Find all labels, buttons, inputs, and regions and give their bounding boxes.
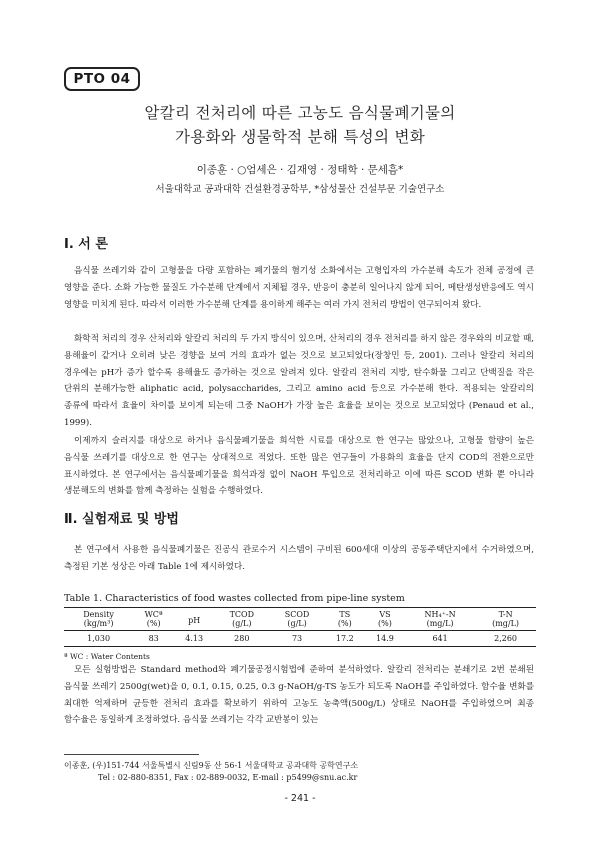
cell-wc: 83 [133,631,174,647]
unit-vs: (%) [365,619,405,631]
intro-paragraph-1: 음식물 쓰레기와 같이 고형물을 다량 포함하는 폐기물의 혐기성 소화에서는 고형입자의 가수분해 속도가 전체 공정에 큰 영향을 준다. 소화 가능한 물질도 가수분해 단계에서 지체될 경우, 반응이 충분히 일어나지 않게 되어, 메탄생성반응에도 역시 영향을 미치게 된다. 따라서 이러한 가수분해 단계를 용이하게 해주는 여러 가지 전처리 방법이 연구되어져 왔다. [64,266,534,310]
methods-paragraph-2: 모든 실험방법은 Standard method와 폐기물공정시험법에 준하여 분석하였다. 알칼리 전처리는 분쇄기로 2번 분쇄된 음식물 쓰레기 2500g(wet)을 0, 0.1, 0.15, 0.25, 0.3 g-NaOH/g-TS 농도가 되도록 NaOH를 주입하였다. 함수율 변화를 최대한 억제하며 균등한 전처리 효과를 확보하기 위하여 고농도 농축액(500g/L) 상태로 NaOH를 주입하였으며 최종 함수율은 동일하게 조정하였다. 음식물 쓰레기는 각각 교반봉이 있는 [64,665,534,726]
unit-tcod: (g/L) [214,619,269,631]
unit-wc: (%) [133,619,174,631]
cell-tcod: 280 [214,631,269,647]
header-ph: pH [174,608,214,631]
unit-density: (kg/m³) [64,619,133,631]
cell-scod: 73 [269,631,324,647]
header-ts: TS [325,608,365,620]
title-line-1: 알칼리 전처리에 따른 고농도 음식물폐기물의 [144,104,456,122]
intro-heading: Ⅰ. 서 론 [64,237,108,252]
unit-tn: (mg/L) [475,619,536,631]
cell-ph: 4.13 [174,631,214,647]
table-caption: Table 1. Characteristics of food wastes collected from pipe-line system [64,593,405,604]
table-row [64,631,536,647]
header-density: Density [64,608,133,620]
affiliation: 서울대학교 공과대학 건설환경공학부, *삼성물산 건설부문 기술연구소 [155,184,445,195]
footnote-address: 이종훈, (우)151-744 서울특별시 신림9동 산 56-1 서울대학교 공과대학 공학연구소 [64,761,359,770]
table-note: ª WC : Water Contents [64,652,150,661]
title-line-2: 가용화와 생물학적 분해 특성의 변화 [174,128,425,146]
cell-ts: 17.2 [325,631,365,647]
footnote-divider [64,754,199,755]
header-tn: T-N [475,608,536,620]
page-number: - 241 - [284,793,316,804]
methods-paragraph-1: 본 연구에서 사용한 음식물폐기물은 진공식 관로수거 시스템이 구비된 600세대 이상의 공동주택단지에서 수거하였으며, 측정된 기본 성상은 아래 Table 1에 제시하였다. [64,545,534,572]
header-nh4n: NH₄⁺-N [405,608,475,620]
header-tcod: TCOD [214,608,269,620]
unit-ts: (%) [325,619,365,631]
cell-tn: 2,260 [475,631,536,647]
intro-paragraph-2: 화학적 처리의 경우 산처리와 알칼리 처리의 두 가지 방식이 있으며, 산처리의 경우 전처리를 하지 않은 경우와의 비교할 때, 용해율이 같거나 오히려 낮은 경향을 보여 거의 효과가 없는 것으로 보고되었다(장창민 등, 2001). 그러나 알칼리 처리의 경우에는 pH가 증가 할수록 용해율도 증가하는 것으로 알려져 있다. 알칼리 전처리 지방, 탄수화물 그리고 단백질을 작은 단위의 분해가능한 aliphatic acid, polysaccharides, 그리고 amino acid 등으로 가수분해 한다. 적용되는 알칼리의 종류에 따라서 효율이 차이를 보이게 되는데 그중 NaOH가 가장 높은 효율을 보이는 것으로 보고되었다 (Penaud et al., 1999). [64,334,534,428]
characteristics-table [64,607,536,647]
methods-heading: Ⅱ. 실험재료 및 방법 [64,512,179,527]
unit-nh4n: (mg/L) [405,619,475,631]
unit-scod: (g/L) [269,619,324,631]
authors: 이종훈 · ○엄세은 · 김재영 · 정태학 · 문세흠* [196,164,404,176]
intro-paragraph-3: 이제까지 슬러지를 대상으로 하거나 음식물폐기물을 희석한 시료를 대상으로 한 연구는 많았으나, 고형물 함량이 높은 음식물 쓰레기를 대상으로 한 연구는 상대적으로 적었다. 또한 많은 연구들이 가용화의 효율을 단지 COD의 전환으로만 표시하였다. 본 연구에서는 음식물폐기물을 희석과정 없이 NaOH 투입으로 전처리하고 이에 따른 SCOD 변화 뿐 아니라 생분해도의 변화를 함께 측정하는 실험을 수행하였다. [64,436,534,497]
footnote-contact: Tel : 02-880-8351, Fax : 02-889-0032, E-mail : p5499@snu.ac.kr [98,773,358,782]
cell-density: 1,030 [64,631,133,647]
header-scod: SCOD [269,608,324,620]
header-vs: VS [365,608,405,620]
cell-nh4n: 641 [405,631,475,647]
header-wc: WCª [133,608,174,620]
cell-vs: 14.9 [365,631,405,647]
session-badge: PTO 04 [64,67,140,91]
